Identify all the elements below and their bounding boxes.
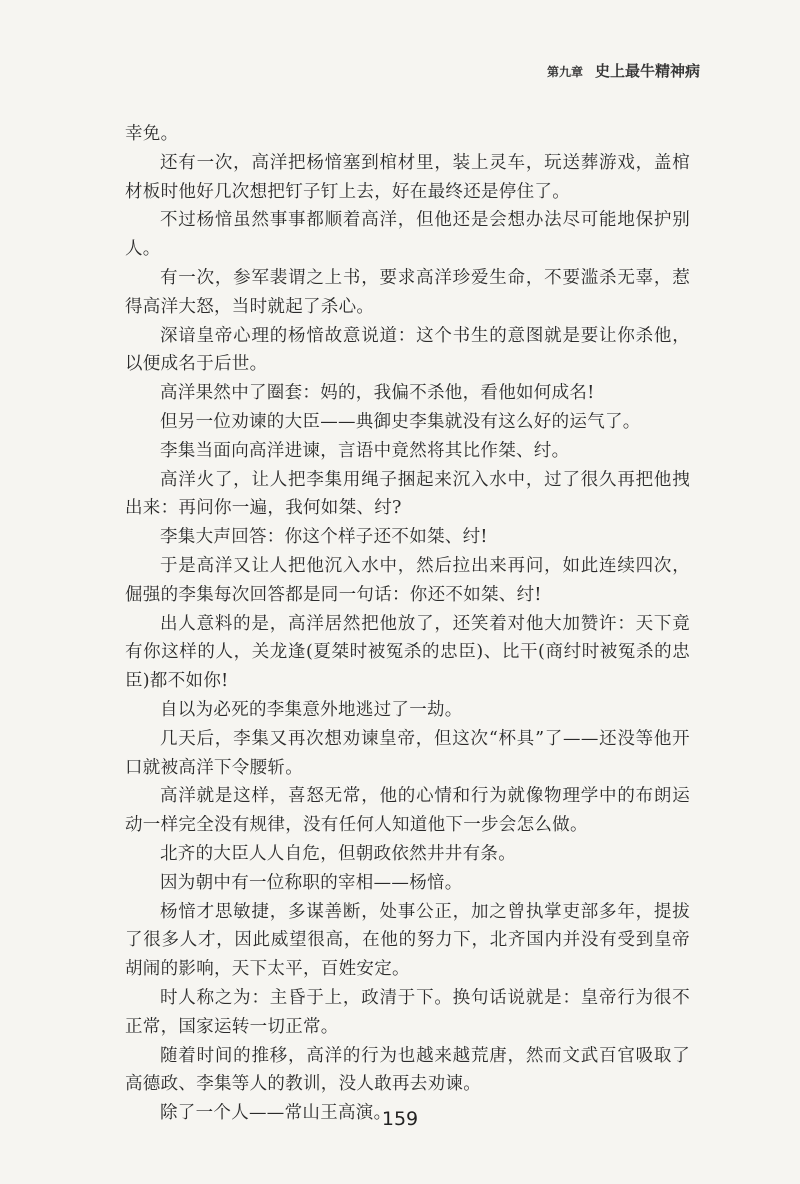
paragraph: 北齐的大臣人人自危，但朝政依然井井有条。: [160, 843, 516, 864]
paragraph: 高洋就是这样，喜怒无常，他的心情和行为就像物理学中的布朗运动一样完全没有规律，没有任何人知道他下一步会怎么做。: [125, 786, 690, 836]
paragraph: 自以为必死的李集意外地逃过了一劫。: [160, 699, 463, 720]
paragraph: 不过杨愔虽然事事都顺着高洋，但他还是会想办法尽可能地保护别人。: [125, 210, 690, 260]
paragraph: 高洋火了，让人把李集用绳子捆起来沉入水中，过了很久再把他拽出来：再问你一遍，我何如桀、纣?: [125, 469, 690, 519]
paragraph: 深谙皇帝心理的杨愔故意说道：这个书生的意图就是要让你杀他，以便成名于后世。: [125, 325, 690, 375]
paragraph: 除了一个人——常山王高演。: [160, 1103, 392, 1124]
paragraph: 李集当面向高洋进谏，言语中竟然将其比作桀、纣。: [160, 440, 570, 461]
paragraph: 因为朝中有一位称职的宰相——杨愔。: [160, 872, 463, 893]
paragraph: 还有一次，高洋把杨愔塞到棺材里，装上灵车，玩送葬游戏，盖棺材板时他好几次想把钉子钉上去，好在最终还是停住了。: [125, 152, 690, 202]
paragraph: 幸免。: [125, 124, 179, 144]
paragraph: 出人意料的是，高洋居然把他放了，还笑着对他大加赞许：天下竟有你这样的人，关龙逢(夏桀时被冤杀的忠臣)、比干(商纣时被冤杀的忠臣)都不如你!: [125, 613, 690, 692]
paragraph: 几天后，李集又再次想劝谏皇帝，但这次“杯具”了——还没等他开口就被高洋下令腰斩。: [125, 728, 690, 778]
paragraph: 时人称之为：主昏于上，政清于下。换句话说就是：皇帝行为很不正常，国家运转一切正常。: [125, 987, 690, 1037]
paragraph: 于是高洋又让人把他沉入水中，然后拉出来再问，如此连续四次，倔强的李集每次回答都是同一句话：你还不如桀、纣!: [125, 555, 690, 605]
chapter-title: 史上最牛精神病: [594, 62, 700, 80]
body-text: [125, 120, 690, 1128]
paragraph: 李集大声回答：你这个样子还不如桀、纣!: [160, 527, 488, 548]
paragraph: 但另一位劝谏的大臣——典御史李集就没有这么好的运气了。: [160, 411, 641, 432]
paragraph: 高洋果然中了圈套：妈的，我偏不杀他，看他如何成名!: [160, 383, 595, 404]
chapter-label: 第九章: [546, 65, 583, 79]
paragraph: 杨愔才思敏捷，多谋善断，处事公正，加之曾执掌吏部多年，提拔了很多人才，因此威望很高，在他的努力下，北齐国内并没有受到皇帝胡闹的影响，天下太平，百姓安定。: [125, 901, 690, 980]
page-number: 159: [381, 1108, 419, 1130]
running-header: [547, 60, 700, 81]
paragraph: 随着时间的推移，高洋的行为也越来越荒唐，然而文武百官吸取了高德政、李集等人的教训，没人敢再去劝谏。: [125, 1045, 690, 1095]
paragraph: 有一次，参军裴谓之上书，要求高洋珍爱生命，不要滥杀无辜，惹得高洋大怒，当时就起了杀心。: [125, 267, 690, 317]
